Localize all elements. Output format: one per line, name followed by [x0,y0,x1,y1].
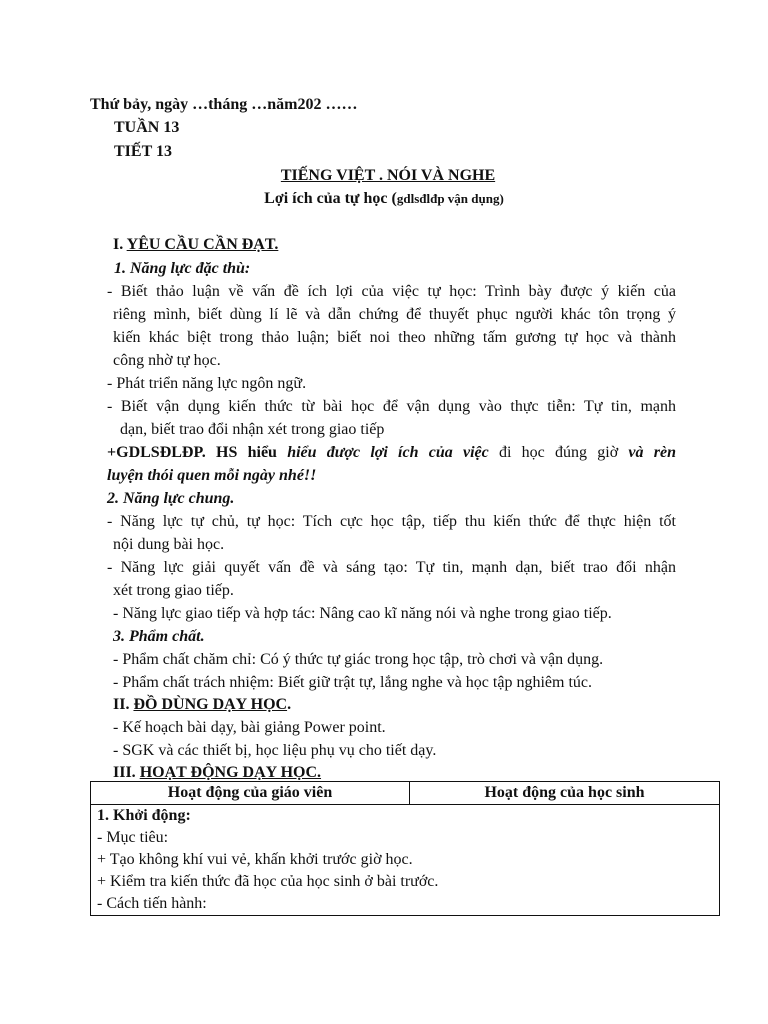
paragraph-line: công nhờ tự học. [113,352,221,369]
column-header-student: Hoạt động của học sinh [410,782,720,805]
paragraph-line: - Năng lực tự chủ, tự học: Tích cực học tập, tiếp thu kiến thức để thực hiện tốt [107,513,676,530]
gdls-prefix: +GDLSĐLĐP. HS hiểu [107,444,288,461]
paragraph-line: - Phát triển năng lực ngôn ngữ. [107,375,307,392]
paragraph-line: - Kế hoạch bài dạy, bài giảng Power point. [113,719,386,736]
section-1-heading [113,234,278,256]
section-1-number: I. [113,236,127,253]
cell-line: + Tạo không khí vui vẻ, khấn khởi trước giờ học. [97,851,413,868]
subsection-2-title: 2. Năng lực chung. [107,490,235,507]
section-2-number: II. [113,696,134,713]
section-3-number: III. [113,764,140,781]
warmup-title: 1. Khởi động: [97,807,191,824]
cell-line: - Mục tiêu: [97,829,169,846]
section-3-title: HOẠT ĐỘNG DẠY HỌC. [139,764,322,781]
table-cell-warmup [91,805,720,916]
paragraph-line: - Phẩm chất trách nhiệm: Biết giữ trật tự, lắng nghe và học tập nghiêm túc. [113,674,592,691]
activity-table [90,781,720,916]
paragraph-line: - Biết vận dụng kiến thức từ bài học để vận dụng vào thực tiễn: Tự tin, mạnh [107,398,676,415]
cell-line: + Kiểm tra kiến thức đã học của học sinh ở bài trước. [97,873,439,890]
lesson-title-text: Lợi ích của tự học ( [264,190,397,207]
date-line: Thứ bảy, ngày …tháng …năm202 …… [90,96,358,113]
lesson-title-note: gdlsđlđp vận dụng) [396,191,504,206]
cell-line: - Cách tiến hành: [97,895,207,912]
section-2-tail: . [287,696,292,713]
subject-title: TIẾNG VIỆT . NÓI VÀ NGHE [280,167,496,184]
gdls-emphasis-2: và rèn [628,444,676,461]
column-header-teacher: Hoạt động của giáo viên [91,782,410,805]
paragraph-line: - Năng lực giao tiếp và hợp tác: Nâng cao kĩ năng nói và nghe trong giao tiếp. [113,605,612,622]
paragraph-line: - Phẩm chất chăm chỉ: Có ý thức tự giác trong học tập, trò chơi và vận dụng. [113,651,604,668]
period-label: TIẾT 13 [114,143,172,160]
gdls-note [107,442,676,464]
week-label: TUẦN 13 [114,119,180,136]
paragraph-line: nội dung bài học. [113,536,225,553]
subsection-3-title: 3. Phẩm chất. [113,628,205,645]
section-1-title: YÊU CẦU CẦN ĐẠT. [126,236,279,253]
paragraph-line: - SGK và các thiết bị, học liệu phụ vụ cho tiết dạy. [113,742,437,759]
subsection-1-title: 1. Năng lực đặc thù: [114,260,251,277]
paragraph-line: - Biết thảo luận về vấn đề ích lợi của việc tự học: Trình bày được ý kiến của [107,283,676,300]
paragraph-line: xét trong giao tiếp. [113,582,234,599]
section-2-heading [113,694,291,716]
gdls-emphasis-1: hiểu được lợi ích của việc [287,444,489,461]
paragraph-line: - Năng lực giải quyết vấn đề và sáng tạo: Tự tin, mạnh dạn, biết trao đổi nhận [107,559,676,576]
table-header-row [91,782,720,805]
gdls-note-line-2: luyện thói quen mỗi ngày nhé!! [107,467,317,484]
lesson-title [0,188,768,210]
paragraph-line: kiến khác biệt trong thảo luận; biết noi theo những tấm gương tự học và thành [113,329,676,346]
table-row [91,805,720,916]
section-2-title: ĐỒ DÙNG DẠY HỌC [133,696,288,713]
paragraph-line: dạn, biết trao đổi nhận xét trong giao tiếp [120,421,385,438]
gdls-middle: đi học đúng giờ [488,444,629,461]
paragraph-line: riêng mình, biết dùng lí lẽ và dẫn chứng để thuyết phục người khác tôn trọng ý [113,306,676,323]
